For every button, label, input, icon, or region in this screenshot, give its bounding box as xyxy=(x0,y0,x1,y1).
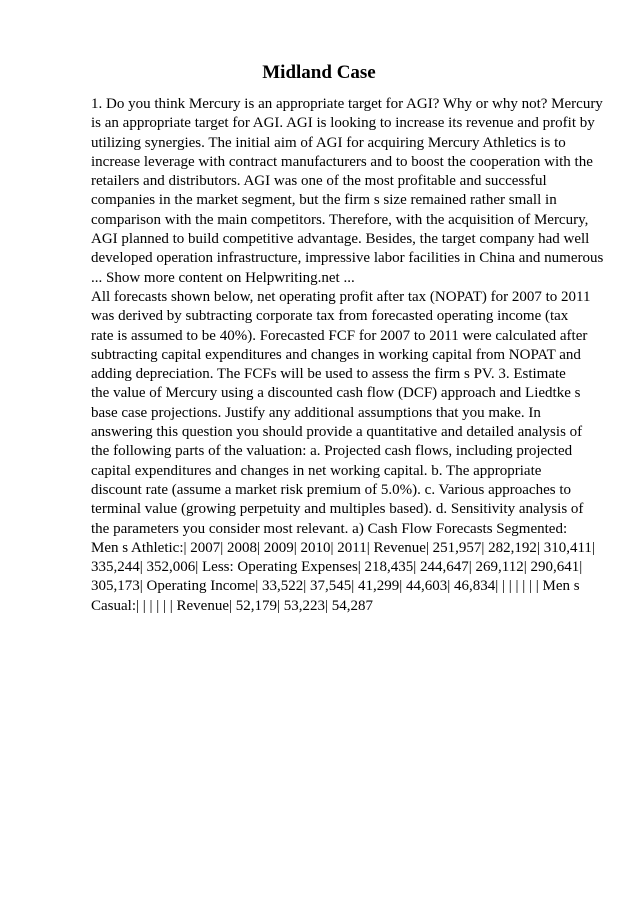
body-line: companies in the market segment, but the firm s size remained rather small in xyxy=(91,192,557,209)
body-line: subtracting capital expenditures and changes in working capital from NOPAT and xyxy=(91,346,581,363)
body-line: discount rate (assume a market risk premium of 5.0%). c. Various approaches to xyxy=(91,481,571,498)
body-line: rate is assumed to be 40%). Forecasted FCF for 2007 to 2011 were calculated after xyxy=(91,327,588,344)
body-line: terminal value (growing perpetuity and multiples based). d. Sensitivity analysis of xyxy=(91,501,584,518)
body-line: was derived by subtracting corporate tax from forecasted operating income (tax xyxy=(91,308,569,325)
body-line: 305,173| Operating Income| 33,522| 37,545| 41,299| 44,603| 46,834| | | | | | | Men s xyxy=(91,578,580,595)
body-line: Men s Athletic:| 2007| 2008| 2009| 2010| 2011| Revenue| 251,957| 282,192| 310,411| xyxy=(91,539,595,556)
body-line: answering this question you should provide a quantitative and detailed analysis of xyxy=(91,424,583,441)
body-line: the following parts of the valuation: a. Projected cash flows, including projected xyxy=(91,443,573,460)
body-line: All forecasts shown below, net operating profit after tax (NOPAT) for 2007 to 2011 xyxy=(91,288,591,305)
body-line: comparison with the main competitors. Therefore, with the acquisition of Mercury, xyxy=(91,211,589,228)
body-line: Casual:| | | | | | Revenue| 52,179| 53,223| 54,287 xyxy=(91,597,373,614)
body-line: the parameters you consider most relevant. a) Cash Flow Forecasts Segmented: xyxy=(91,520,568,537)
document-body xyxy=(91,95,611,616)
body-line: is an appropriate target for AGI. AGI is looking to increase its revenue and profit by xyxy=(91,115,595,132)
body-line: the value of Mercury using a discounted cash flow (DCF) approach and Liedtke s xyxy=(91,385,581,402)
document-title: Midland Case xyxy=(262,62,376,83)
body-line: retailers and distributors. AGI was one of the most profitable and successful xyxy=(91,173,547,190)
body-line: base case projections. Justify any additional assumptions that you make. In xyxy=(91,404,541,421)
show-more-link[interactable]: ... Show more content on Helpwriting.net ... xyxy=(91,269,355,286)
body-line: increase leverage with contract manufacturers and to boost the cooperation with the xyxy=(91,153,593,170)
body-line: adding depreciation. The FCFs will be used to assess the firm s PV. 3. Estimate xyxy=(91,366,566,383)
body-line: 335,244| 352,006| Less: Operating Expenses| 218,435| 244,647| 269,112| 290,641| xyxy=(91,559,583,576)
body-line: developed operation infrastructure, impressive labor facilities in China and numerous xyxy=(91,250,604,267)
body-line: capital expenditures and changes in net working capital. b. The appropriate xyxy=(91,462,542,479)
body-line: utilizing synergies. The initial aim of AGI for acquiring Mercury Athletics is to xyxy=(91,134,566,151)
body-line: AGI planned to build competitive advantage. Besides, the target company had well xyxy=(91,231,590,248)
body-line: 1. Do you think Mercury is an appropriate target for AGI? Why or why not? Mercury xyxy=(91,96,603,112)
